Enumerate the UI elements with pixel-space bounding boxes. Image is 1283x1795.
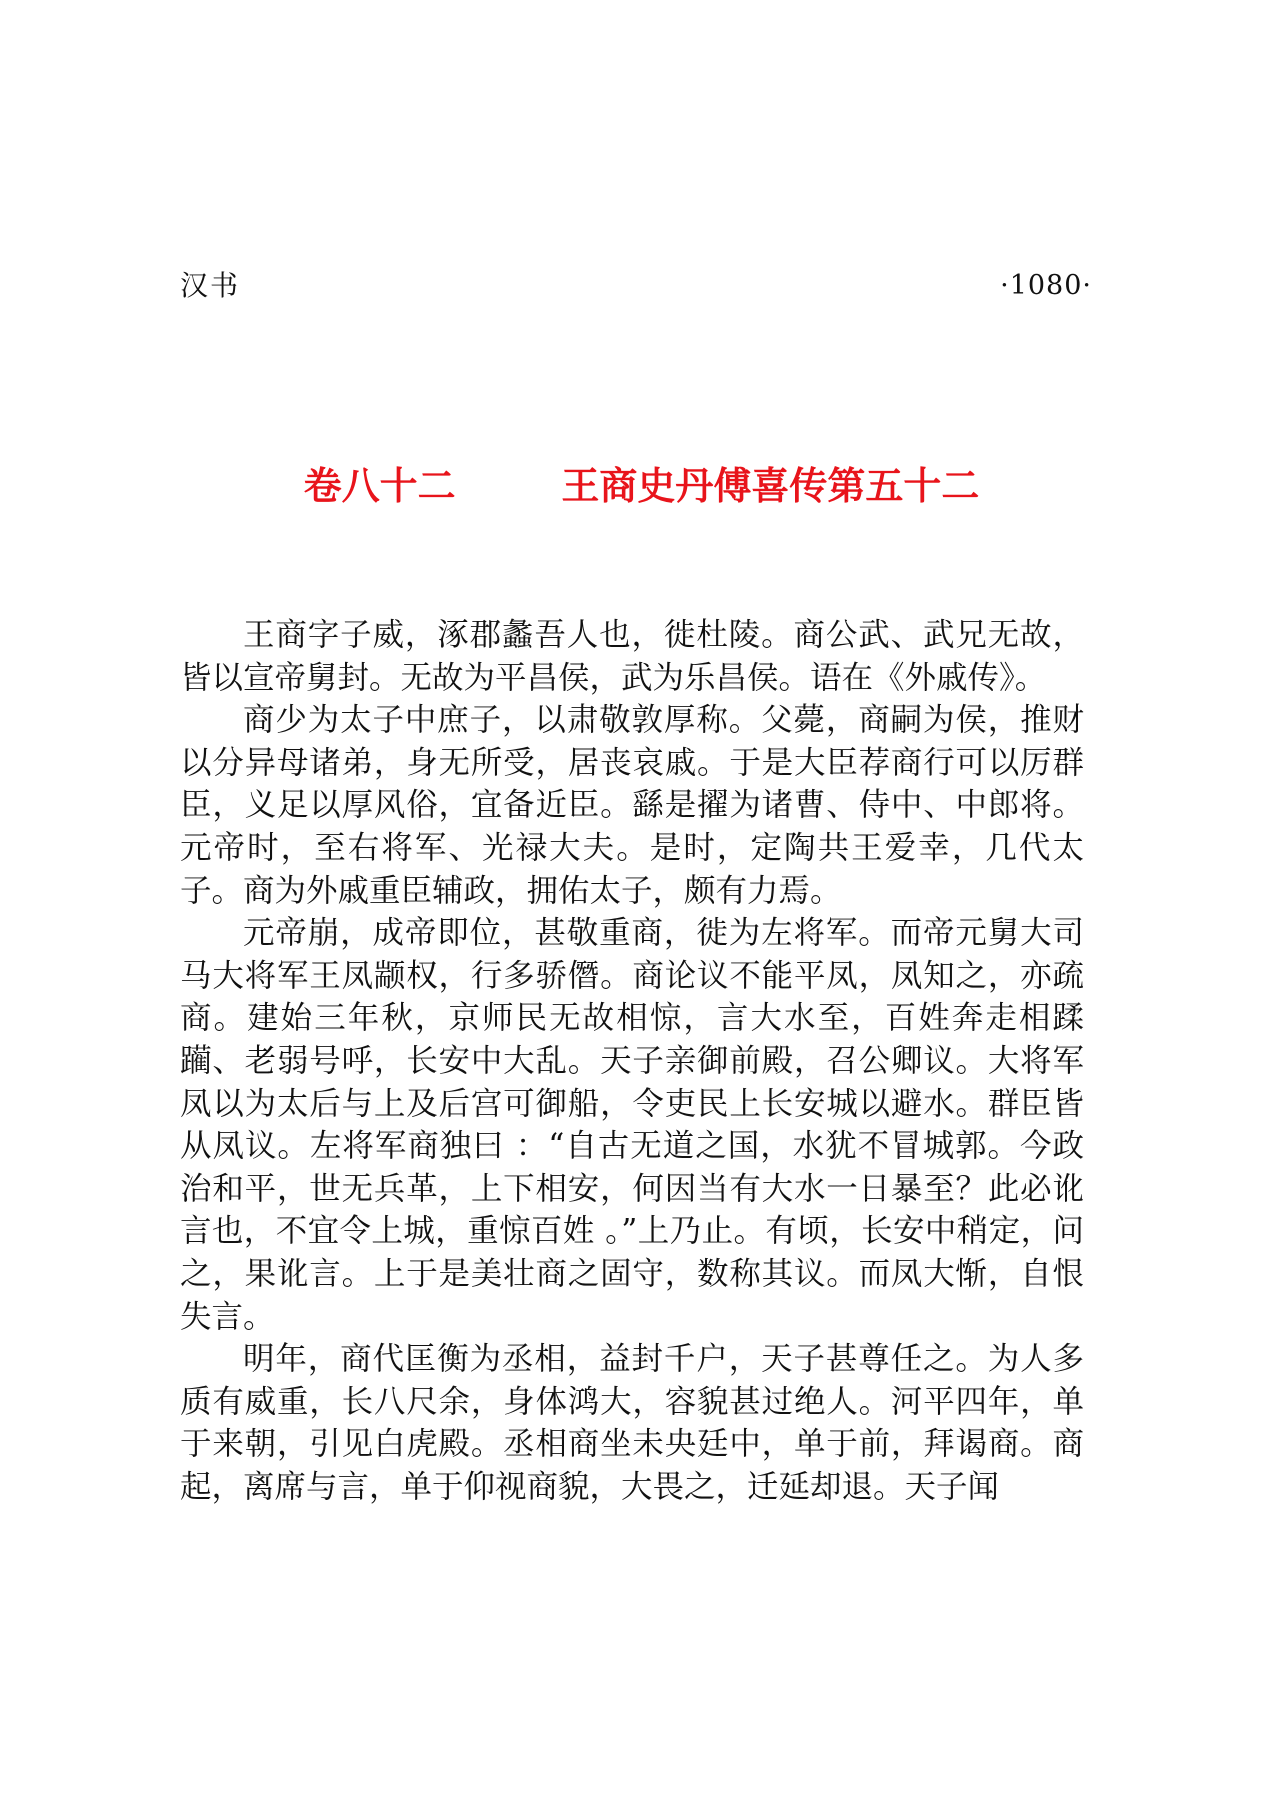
body-text [180,614,1084,1508]
book-name: 汉书 [180,269,241,302]
chapter-name: 王商史丹傅喜传第五十二 [561,464,980,508]
paragraph: 王商字子威，涿郡蠡吾人也，徙杜陵。商公武、武兄无故，皆以宣帝舅封。无故为平昌侯，武为乐昌侯。语在《外戚传》。 [180,617,1084,696]
page-header [180,266,1092,306]
paragraph: 元帝崩，成帝即位，甚敬重商，徙为左将军。而帝元舅大司马大将军王凤颛权，行多骄僭。商论议不能平凤，凤知之，亦疏商。建始三年秋，京师民无故相惊，言大水至，百姓奔走相蹂躏、老弱号呼，长安中大乱。天子亲御前殿，召公卿议。大将军凤以为太后与上及后宫可御船，令吏民上长安城以避水。群臣皆从凤议。左将军商独曰 ：“自古无道之国，水犹不冒城郭。今政治和平，世无兵革，上下相安，何因当有大水一日暴至？此必讹言也，不宜令上城，重惊百姓 。”上乃止。有顷，长安中稍定，问之，果讹言。上于是美壮商之固守，数称其议。而凤大惭，自恨失言。 [180,915,1084,1335]
chapter-volume: 卷八十二 [303,464,456,508]
chapter-title [0,458,1283,514]
paragraph: 商少为太子中庶子，以肃敬敦厚称。父薨，商嗣为侯，推财以分异母诸弟，身无所受，居丧哀戚。于是大臣荐商行可以厉群臣，义足以厚风俗，宜备近臣。繇是擢为诸曹、侍中、中郎将。元帝时，至右将军、光禄大夫。是时，定陶共王爱幸，几代太子。商为外戚重臣辅政，拥佑太子，颇有力焉。 [180,702,1084,909]
page-number: ·1080· [1000,270,1092,301]
paragraph: 明年，商代匡衡为丞相，益封千户，天子甚尊任之。为人多质有威重，长八尺余，身体鸿大，容貌甚过绝人。河平四年，单于来朝，引见白虎殿。丞相商坐未央廷中，单于前，拜谒商。商起，离席与言，单于仰视商貌，大畏之，迁延却退。天子闻 [180,1341,1084,1505]
